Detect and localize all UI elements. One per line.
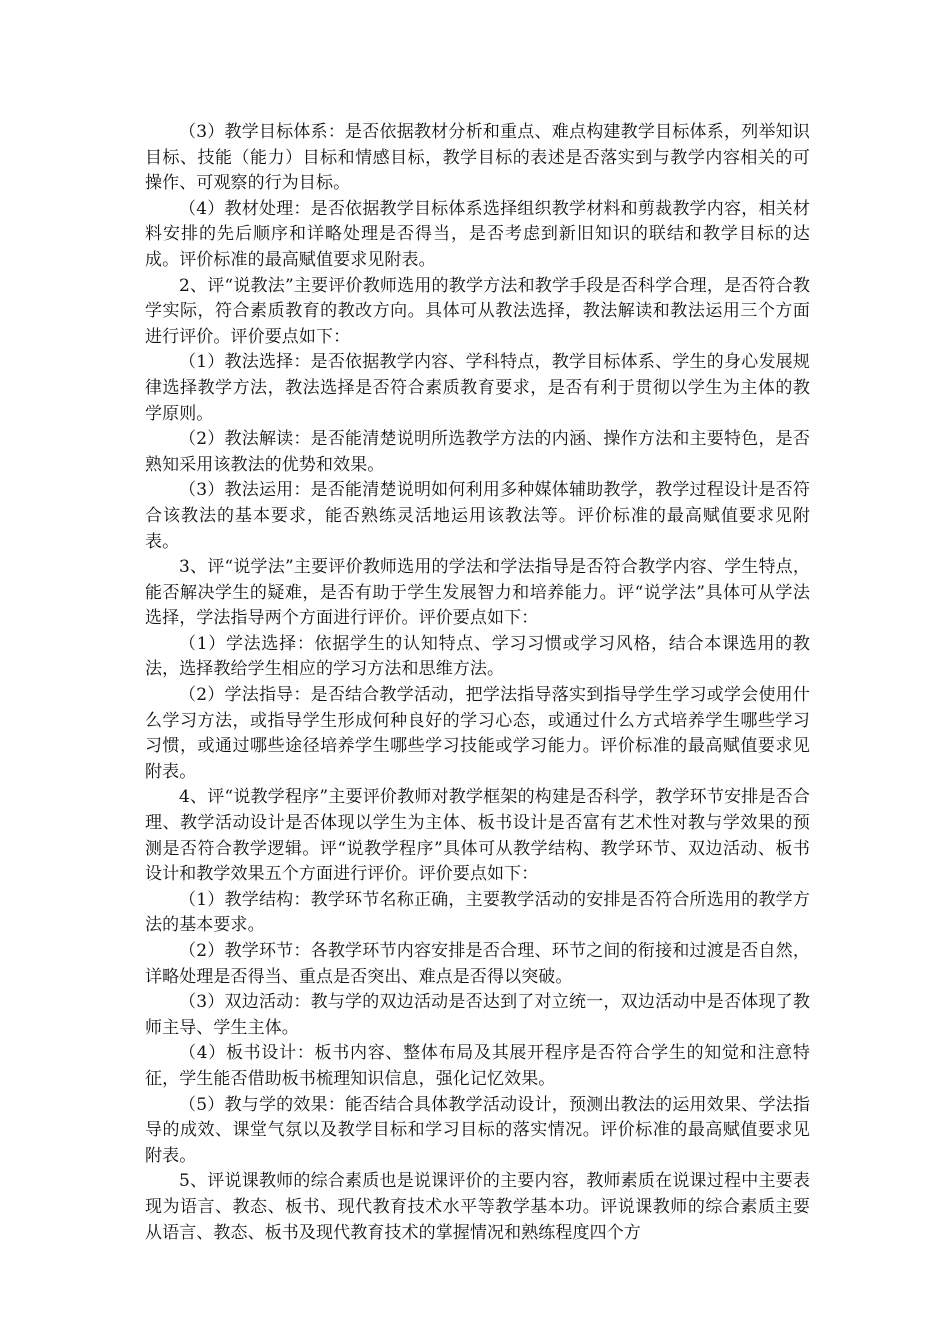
paragraph-method-interpretation: （2）教法解读：是否能清楚说明所选教学方法的内涵、操作方法和主要特色，是否熟知采用该教法的优势和效果。 — [145, 429, 810, 475]
paragraph-learning-selection: （1）学法选择：依据学生的认知特点、学习习惯或学习风格，结合本课选用的教法，选择教给学生相应的学习方法和思维方法。 — [145, 633, 810, 680]
paragraph-material-handling: （4）教材处理：是否依据教学目标体系选择组织教学材料和剪裁教学内容，相关材料安排的先后顺序和详略处理是否得当，是否考虑到新旧知识的联结和教学目标的达成。评价标准的最高赋值要求见附表。 — [145, 198, 810, 270]
paragraph-blackboard-design: （4）板书设计：板书内容、整体布局及其展开程序是否符合学生的知觉和注意特征，学生能否借助板书梳理知识信息，强化记忆效果。 — [145, 1043, 810, 1089]
paragraph-method-application: （3）教法运用：是否能清楚说明如何利用多种媒体辅助教学，教学过程设计是否符合该教法的基本要求，能否熟练灵活地运用该教法等。评价标准的最高赋值要求见附表。 — [145, 480, 810, 552]
paragraph-teaching-steps: （2）教学环节：各教学环节内容安排是否合理、环节之间的衔接和过渡是否自然，详略处理是否得当、重点是否突出、难点是否得以突破。 — [145, 941, 810, 987]
paragraph-learning-method: 3、评“说学法”主要评价教师选用的学法和学法指导是否符合教学内容、学生特点，能否解决学生的疑难，是否有助于学生发展智力和培养能力。评“说学法”具体可从学法选择，学法指导两个方面进行评价。评价要点如下： — [145, 557, 810, 629]
paragraph-teacher-quality: 5、评说课教师的综合素质也是说课评价的主要内容，教师素质在说课过程中主要表现为语言、教态、板书、现代教育技术水平等教学基本功。评说课教师的综合素质主要从语言、教态、板书及现代教育技术的掌握情况和熟练程度四个方 — [145, 1171, 810, 1243]
paragraph-objective-system: （3）教学目标体系：是否依据教材分析和重点、难点构建教学目标体系，列举知识目标、技能（能力）目标和情感目标，教学目标的表述是否落实到与教学内容相关的可操作、可观察的行为目标。 — [145, 122, 810, 194]
document-body — [145, 120, 810, 1246]
paragraph-teaching-method: 2、评“说教法”主要评价教师选用的教学方法和教学手段是否科学合理，是否符合教学实际，符合素质教育的教改方向。具体可从教法选择，教法解读和教法运用三个方面进行评价。评价要点如下： — [145, 275, 810, 347]
paragraph-bilateral-activity: （3）双边活动：教与学的双边活动是否达到了对立统一，双边活动中是否体现了教师主导、学生主体。 — [145, 992, 810, 1038]
paragraph-method-selection: （1）教法选择：是否依据教学内容、学科特点，教学目标体系、学生的身心发展规律选择教学方法，教法选择是否符合素质教育要求，是否有利于贯彻以学生为主体的教学原则。 — [145, 352, 810, 424]
paragraph-teaching-procedure: 4、评“说教学程序”主要评价教师对教学框架的构建是否科学，教学环节安排是否合理、教学活动设计是否体现以学生为主体、板书设计是否富有艺术性对教与学效果的预测是否符合教学逻辑。评“说教学程序”具体可从教学结构、教学环节、双边活动、板书设计和教学效果五个方面进行评价。评价要点如下： — [145, 787, 810, 885]
paragraph-teaching-structure: （1）教学结构：教学环节名称正确，主要教学活动的安排是否符合所选用的教学方法的基本要求。 — [145, 889, 810, 936]
paragraph-teaching-effect: （5）教与学的效果：能否结合具体教学活动设计，预测出教法的运用效果、学法指导的成效、课堂气氛以及教学目标和学习目标的落实情况。评价标准的最高赋值要求见附表。 — [145, 1094, 810, 1166]
paragraph-learning-guidance: （2）学法指导：是否结合教学活动，把学法指导落实到指导学生学习或学会使用什么学习方法，或指导学生形成何种良好的学习心态，或通过什么方式培养学生哪些学习习惯，或通过哪些途径培养学生哪些学习技能或学习能力。评价标准的最高赋值要求见附表。 — [145, 685, 810, 782]
